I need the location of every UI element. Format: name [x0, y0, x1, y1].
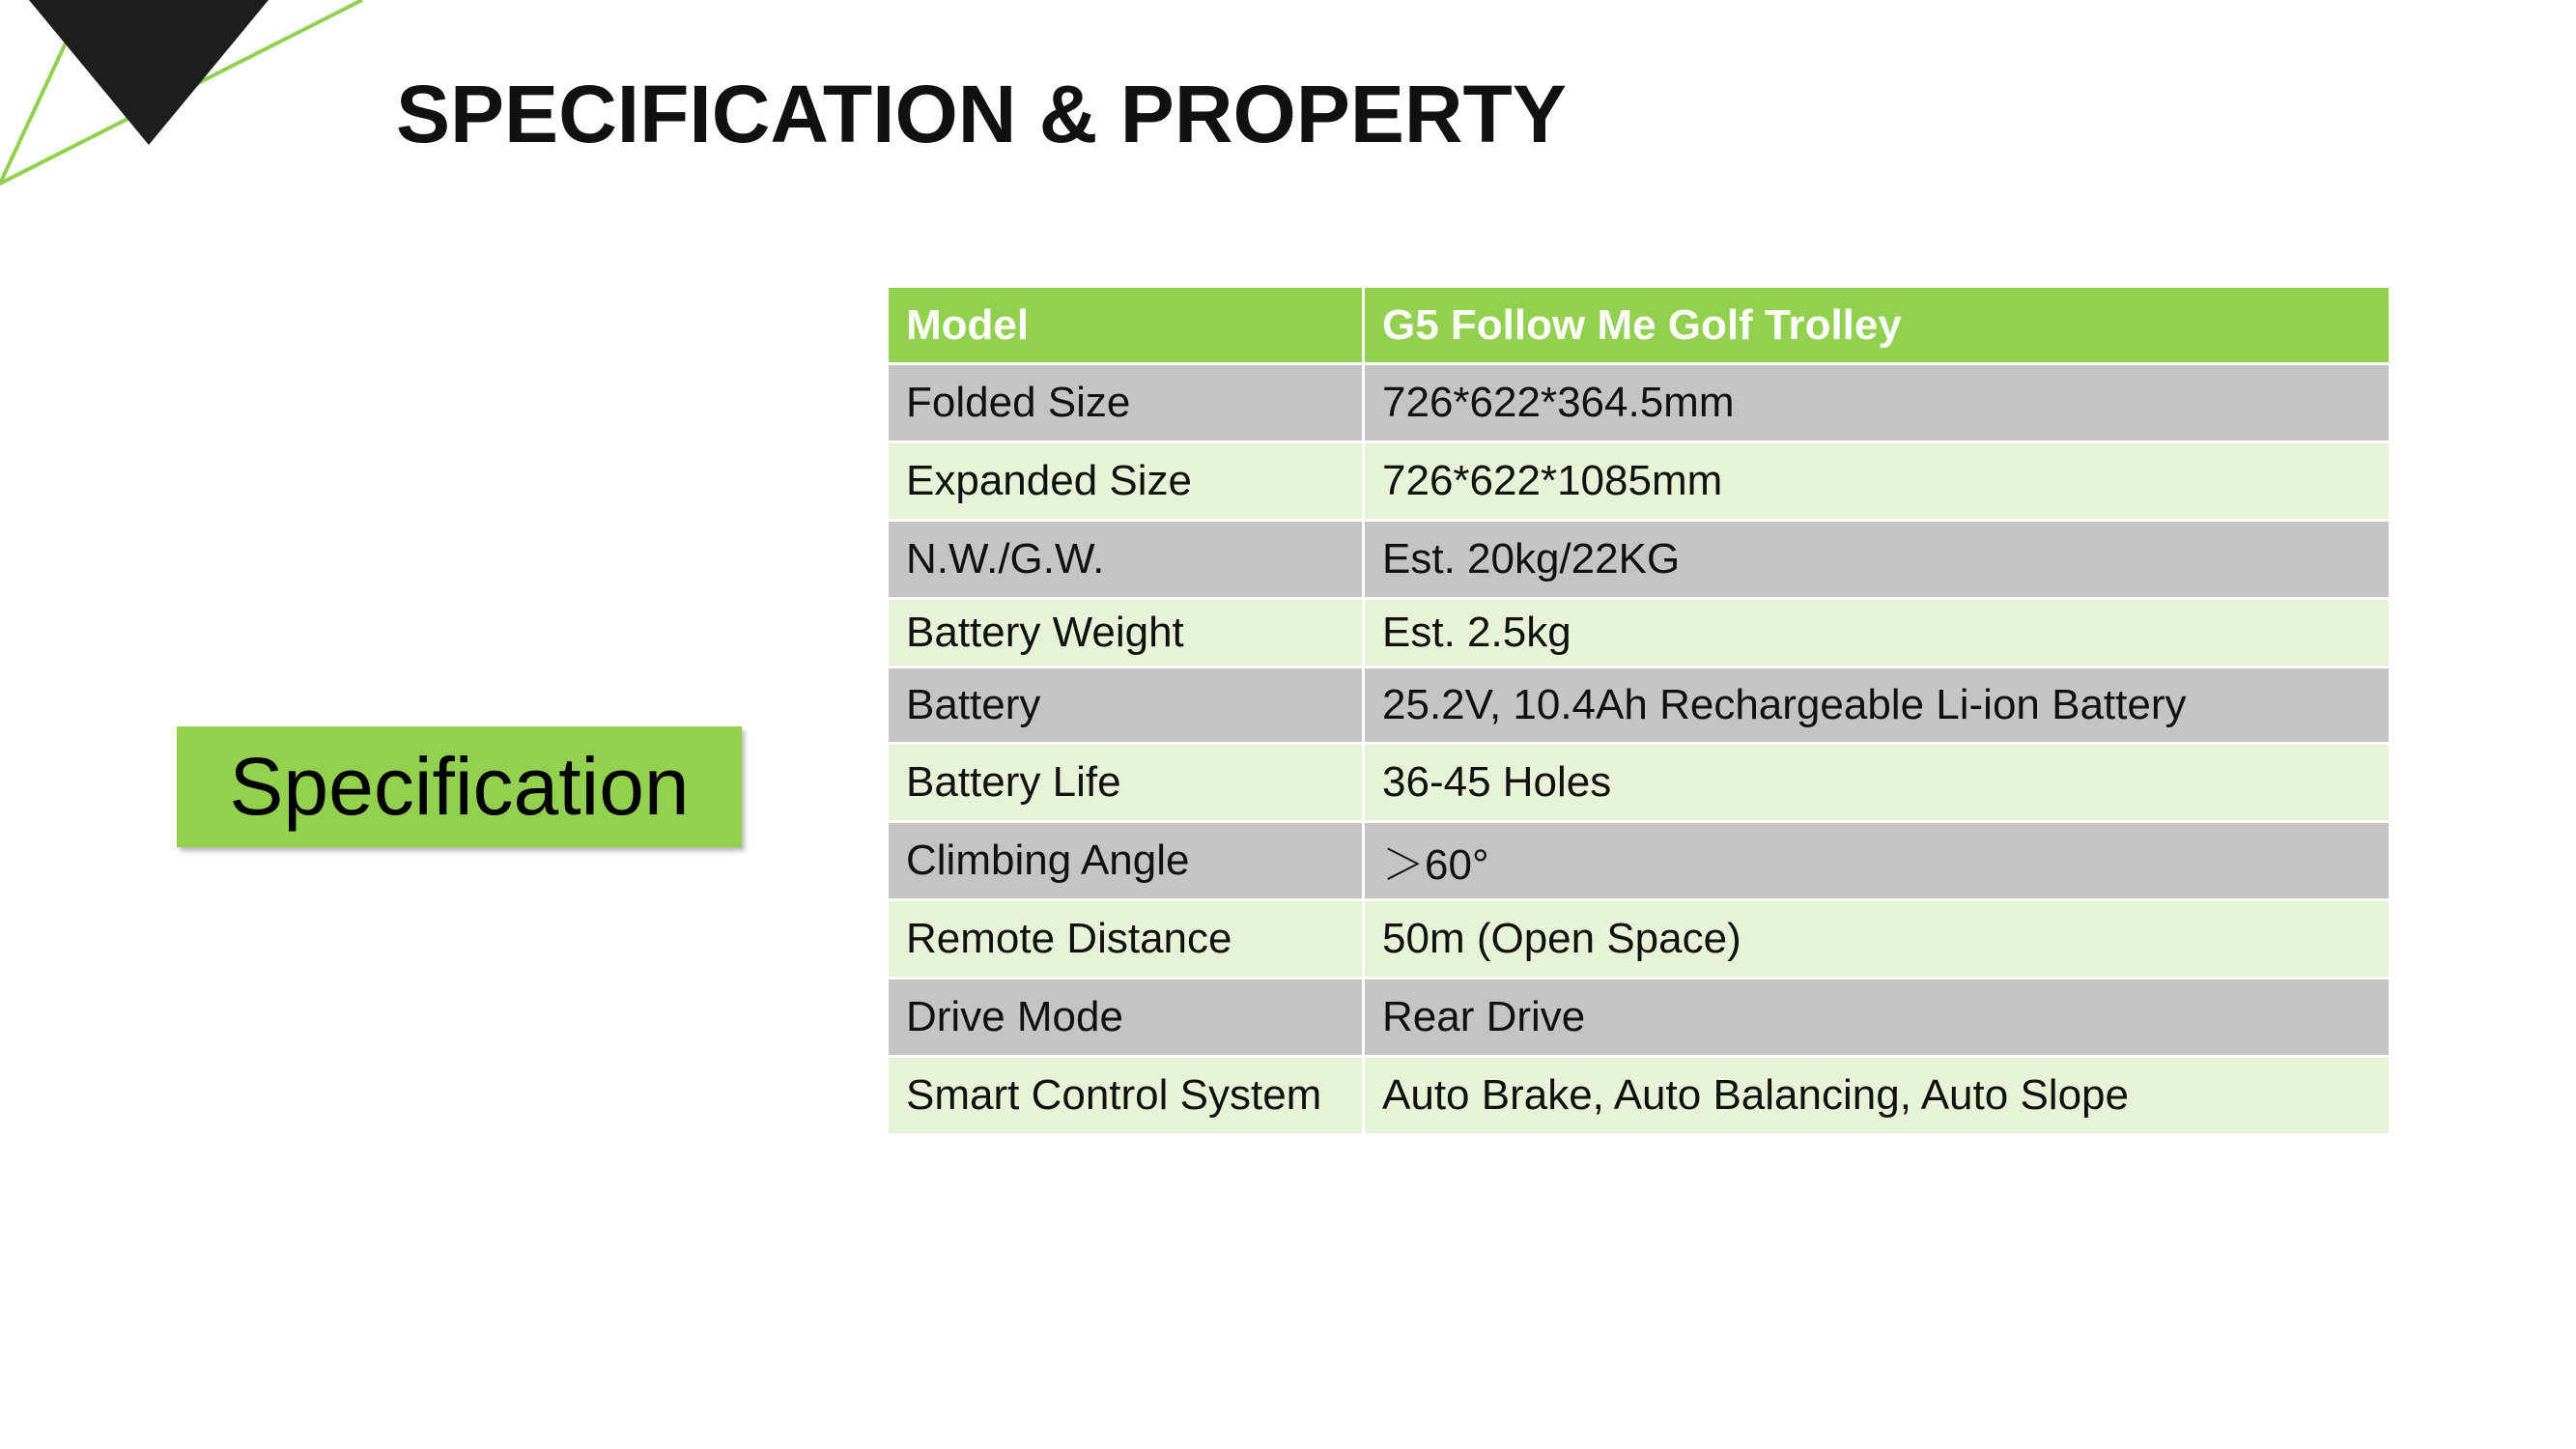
spec-value-cell: Est. 2.5kg: [1364, 599, 2391, 668]
spec-value-cell: 36-45 Holes: [1364, 744, 2391, 822]
spec-value-cell: 726*622*1085mm: [1364, 442, 2391, 521]
spec-label-cell: Smart Control System: [888, 1057, 1364, 1135]
spec-label-cell: Folded Size: [888, 364, 1364, 442]
header-value-cell: G5 Follow Me Golf Trolley: [1364, 287, 2391, 364]
header-label-cell: Model: [888, 287, 1364, 364]
table-row: [888, 599, 2391, 668]
table-row: [888, 979, 2391, 1057]
spec-value-cell: Est. 20kg/22KG: [1364, 521, 2391, 599]
spec-label-cell: Expanded Size: [888, 442, 1364, 521]
dark-triangle-decoration: [29, 0, 269, 145]
table-row: [888, 364, 2391, 442]
specification-table: [886, 285, 2392, 1136]
spec-value-cell: Auto Brake, Auto Balancing, Auto Slope: [1364, 1057, 2391, 1135]
table-row: [888, 744, 2391, 822]
spec-label-cell: Drive Mode: [888, 979, 1364, 1057]
spec-value-cell: ＞60°: [1364, 822, 2391, 900]
table-row: [888, 1057, 2391, 1135]
spec-label-cell: Remote Distance: [888, 900, 1364, 979]
corner-decoration: [0, 0, 386, 193]
spec-value-cell: 726*622*364.5mm: [1364, 364, 2391, 442]
section-label-text: Specification: [229, 741, 690, 832]
table-row: [888, 822, 2391, 900]
spec-value-cell: 25.2V, 10.4Ah Rechargeable Li-ion Battery: [1364, 668, 2391, 744]
spec-label-cell: Battery: [888, 668, 1364, 744]
spec-value-cell: 50m (Open Space): [1364, 900, 2391, 979]
spec-label-cell: Climbing Angle: [888, 822, 1364, 900]
table-row: [888, 442, 2391, 521]
table-row: [888, 900, 2391, 979]
spec-label-cell: Battery Life: [888, 744, 1364, 822]
page-title: SPECIFICATION & PROPERTY: [396, 69, 1567, 159]
spec-label-cell: N.W./G.W.: [888, 521, 1364, 599]
spec-label-cell: Battery Weight: [888, 599, 1364, 668]
table-header-row: [888, 287, 2391, 364]
table-row: [888, 668, 2391, 744]
spec-value-cell: Rear Drive: [1364, 979, 2391, 1057]
section-label-box: [177, 726, 742, 847]
table-row: [888, 521, 2391, 599]
